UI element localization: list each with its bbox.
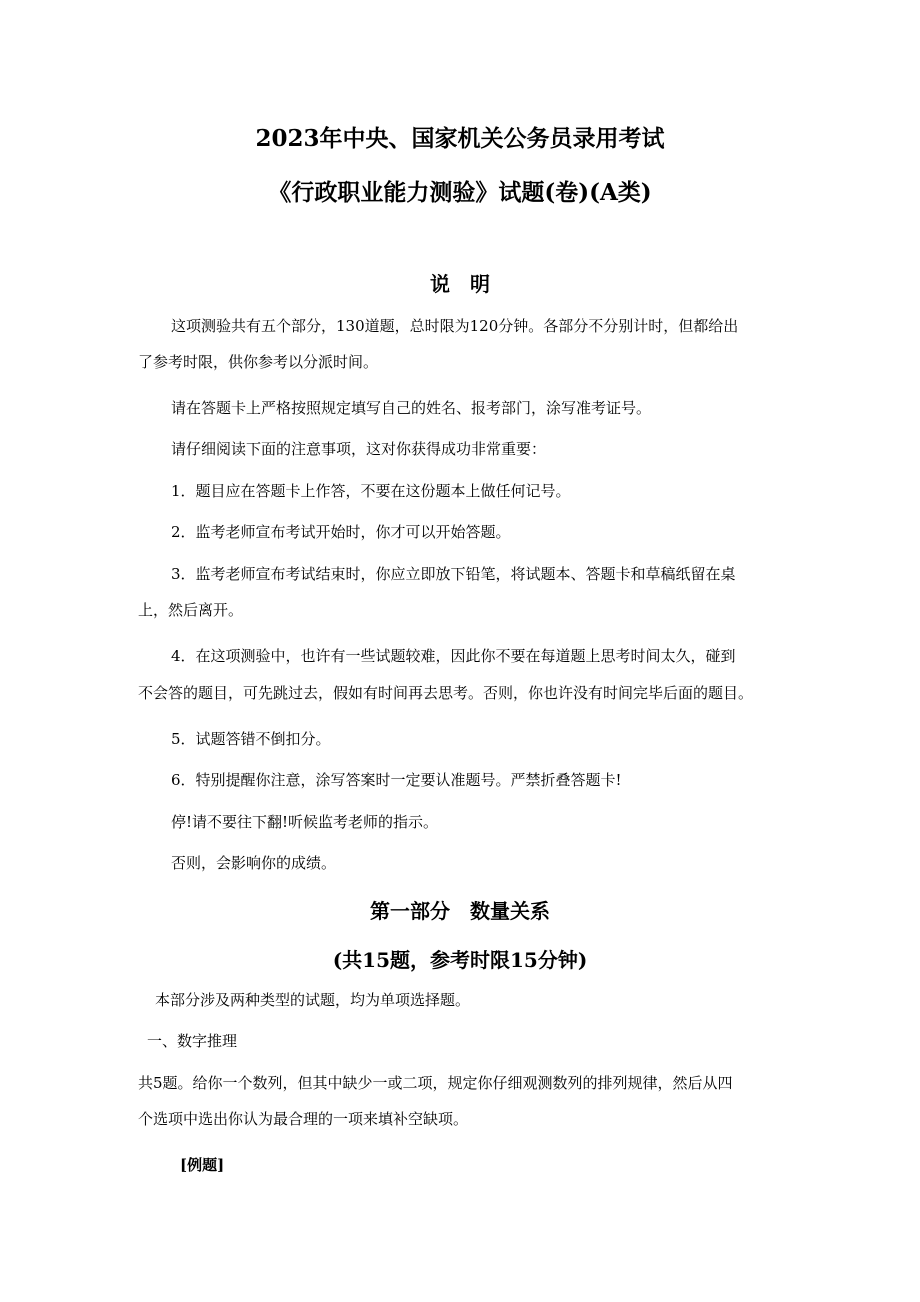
notice-item-3-continued: 上，然后离开。 [138, 601, 244, 619]
notice-item-2: 2．监考老师宣布考试开始时，你才可以开始答题。 [171, 523, 511, 541]
notice-item-3: 3．监考老师宣布考试结束时，你应立即放下铅笔，将试题本、答题卡和草稿纸留在桌 [171, 565, 736, 583]
notice-item-4-continued: 不会答的题目，可先跳过去，假如有时间再去思考。否则，你也许没有时间完毕后面的题目。 [138, 684, 754, 702]
instruction-paragraph: 请仔细阅读下面的注意事项，这对你获得成功非常重要： [171, 440, 547, 458]
stop-notice: 停!请不要往下翻!听候监考老师的指示。 [171, 813, 439, 831]
stop-notice-continued: 否则，会影响你的成绩。 [171, 854, 337, 872]
section1-description-continued: 个选项中选出你认为最合理的一项来填补空缺项。 [138, 1110, 469, 1128]
part1-subtitle: (共15题，参考时限15分钟) [332, 948, 588, 972]
instruction-paragraph: 了参考时限，供你参考以分派时间。 [138, 353, 379, 371]
instruction-paragraph: 请在答题卡上严格按照规定填写自己的姓名、报考部门，涂写准考证号。 [171, 399, 652, 417]
part1-intro: 本部分涉及两种类型的试题，均为单项选择题。 [155, 991, 471, 1009]
instructions-heading: 说 明 [430, 272, 490, 296]
document-title-line1: 2023年中央、国家机关公务员录用考试 [255, 125, 665, 152]
notice-item-6: 6．特别提醒你注意，涂写答案时一定要认准题号。严禁折叠答题卡! [171, 771, 622, 789]
document-title-line2: 《行政职业能力测验》试题(卷)(A类) [268, 179, 652, 206]
notice-item-5: 5．试题答错不倒扣分。 [171, 730, 331, 748]
section1-title: 一、数字推理 [147, 1032, 238, 1050]
section1-description: 共5题。给你一个数列，但其中缺少一或二项，规定你仔细观测数列的排列规律，然后从四 [138, 1074, 733, 1092]
example-label: [例题] [180, 1156, 225, 1174]
notice-item-1: 1．题目应在答题卡上作答，不要在这份题本上做任何记号。 [171, 482, 571, 500]
notice-item-4: 4．在这项测验中，也许有一些试题较难，因此你不要在每道题上思考时间太久，碰到 [171, 647, 736, 665]
instruction-paragraph: 这项测验共有五个部分，130道题，总时限为120分钟。各部分不分别计时，但都给出 [171, 317, 739, 335]
part1-title: 第一部分 数量关系 [370, 899, 550, 923]
